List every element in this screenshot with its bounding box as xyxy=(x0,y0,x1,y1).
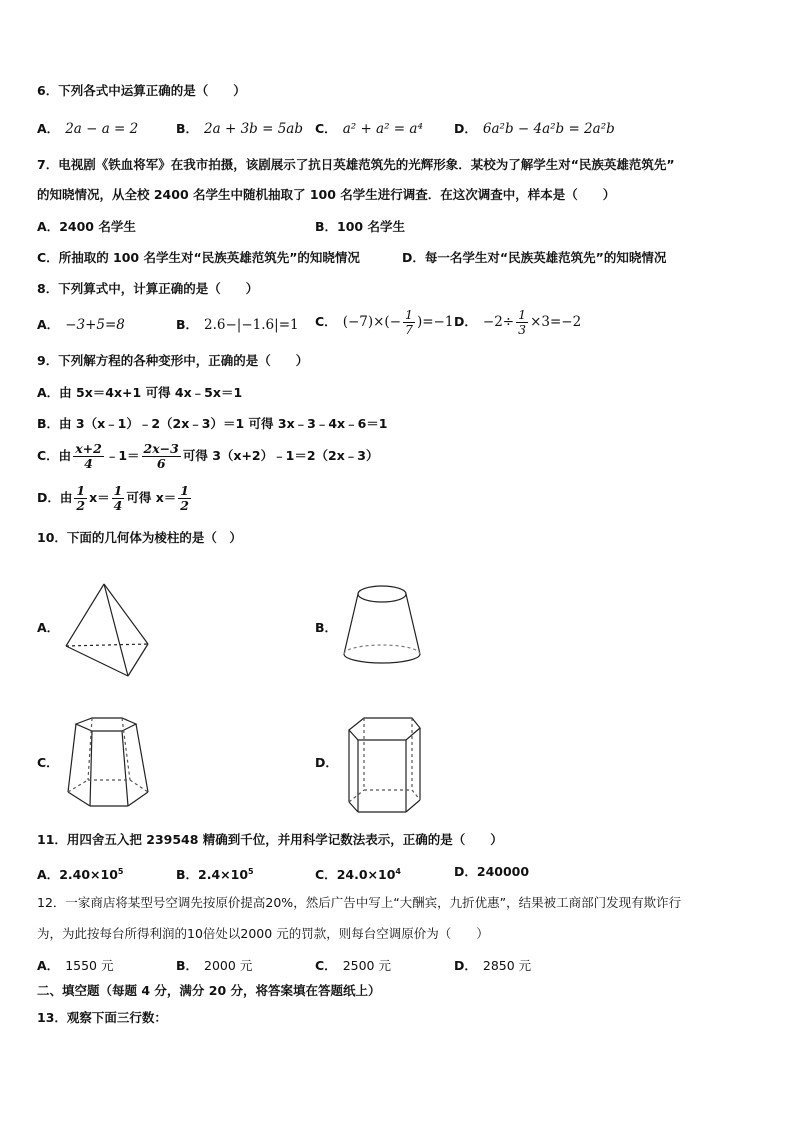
q9-c-fraction-1: $\frac{x+2}{4}$ xyxy=(75,441,102,471)
q13-stem: 13．观察下面三行数： xyxy=(37,1010,167,1025)
q9-option-c: C．由 $\frac{x+2}{4}$ ﹣1＝ $\frac{2x-3}{6}$ 可得 3（x+2）﹣1＝2（2x﹣3） xyxy=(37,441,379,471)
q8-option-c: C． (−7)×(− $\frac{1}{7}$ )=−1 xyxy=(315,307,454,337)
q10-label-c: C． xyxy=(37,755,59,770)
tetrahedron-figure xyxy=(62,580,152,680)
q10-label-a: A． xyxy=(37,620,60,635)
q6-option-c: C． a² + a² = a⁴ xyxy=(315,121,423,137)
section-2-heading: 二、填空题（每题 4 分，满分 20 分，将答案填在答题纸上） xyxy=(37,983,381,998)
q9-d-fraction-1: $\frac{1}{2}$ xyxy=(76,483,86,513)
q8-c-fraction: $\frac{1}{7}$ xyxy=(405,307,413,337)
q10-label-b: B． xyxy=(315,620,338,635)
q9-option-b: B．由 3（x﹣1）﹣2（2x﹣3）＝1 可得 3x﹣3﹣4x﹣6＝1 xyxy=(37,416,388,431)
q11-option-b: B．$2.4\times 10^5$ xyxy=(176,867,254,883)
q10-stem: 10．下面的几何体为棱柱的是（ ） xyxy=(37,530,242,545)
q9-c-fraction-2: $\frac{2x-3}{6}$ xyxy=(143,441,179,471)
q11-stem: 11．用四舍五入把 239548 精确到千位，并用科学记数法表示，正确的是（ ） xyxy=(37,832,503,847)
q6-option-a: A． 2a − a = 2 xyxy=(37,121,139,137)
q9-option-d: D．由 $\frac{1}{2}$ x＝ $\frac{1}{4}$ 可得 x＝ $\frac{1}{2}$ xyxy=(37,483,189,513)
q12-option-d: D． 2850 元 xyxy=(454,958,532,973)
cone-frustum-figure xyxy=(340,582,425,667)
q12-stem-line1: 12．一家商店将某型号空调先按原价提高20%，然后广告中写上“大酬宾，九折优惠”，结果被工商部门发现有欺诈行 xyxy=(37,895,682,910)
hexagonal-prism-figure xyxy=(344,714,429,819)
q6-option-d: D． 6a²b − 4a²b = 2a²b xyxy=(454,121,615,137)
q6-option-b: B． 2a + 3b = 5ab xyxy=(176,121,303,137)
q7-stem-line1: 7．电视剧《铁血将军》在我市拍摄，该剧展示了抗日英雄范筑先的光辉形象．某校为了解学生对“民族英雄范筑先” xyxy=(37,157,675,172)
q7-option-c: C．所抽取的 100 名学生对“民族英雄范筑先”的知晓情况 xyxy=(37,250,360,265)
q7-option-b: B．100 名学生 xyxy=(315,219,405,234)
q12-option-c: C． 2500 元 xyxy=(315,958,391,973)
q8-option-b: B． 2.6−|−1.6|=1 xyxy=(176,317,299,333)
q12-option-b: B． 2000 元 xyxy=(176,958,253,973)
q6-stem: 6．下列各式中运算正确的是（ ） xyxy=(37,83,246,98)
q10-label-d: D． xyxy=(315,755,338,770)
q8-option-a: A． −3+5=8 xyxy=(37,317,125,333)
q11-option-c: C．$24.0\times 10^4$ xyxy=(315,867,401,883)
q7-option-a: A．2400 名学生 xyxy=(37,219,136,234)
hexagonal-frustum-figure xyxy=(62,714,157,814)
q7-stem-line2: 的知晓情况，从全校 2400 名学生中随机抽取了 100 名学生进行调查．在这次调查中，样本是（ ） xyxy=(37,187,616,202)
q9-option-a: A．由 5x＝4x+1 可得 4x﹣5x＝1 xyxy=(37,385,243,400)
q8-option-d: D． −2÷ $\frac{1}{3}$ ×3=−2 xyxy=(454,307,582,337)
q8-d-fraction: $\frac{1}{3}$ xyxy=(518,307,527,337)
q12-option-a: A． 1550 元 xyxy=(37,958,114,973)
q12-stem-line2: 为，为此按每台所得利润的10倍处以2000 元的罚款，则每台空调原价为（ ） xyxy=(37,926,489,941)
q9-d-fraction-2: $\frac{1}{4}$ xyxy=(113,483,123,513)
q7-option-d: D．每一名学生对“民族英雄范筑先”的知晓情况 xyxy=(402,250,667,265)
q11-option-a: A．$2.40\times 10^5$ xyxy=(37,867,124,883)
q9-stem: 9．下列解方程的各种变形中，正确的是（ ） xyxy=(37,353,309,368)
q9-d-fraction-3: $\frac{1}{2}$ xyxy=(180,483,189,513)
q11-option-d: D．240000 xyxy=(454,864,530,879)
q8-stem: 8．下列算式中，计算正确的是（ ） xyxy=(37,281,259,296)
